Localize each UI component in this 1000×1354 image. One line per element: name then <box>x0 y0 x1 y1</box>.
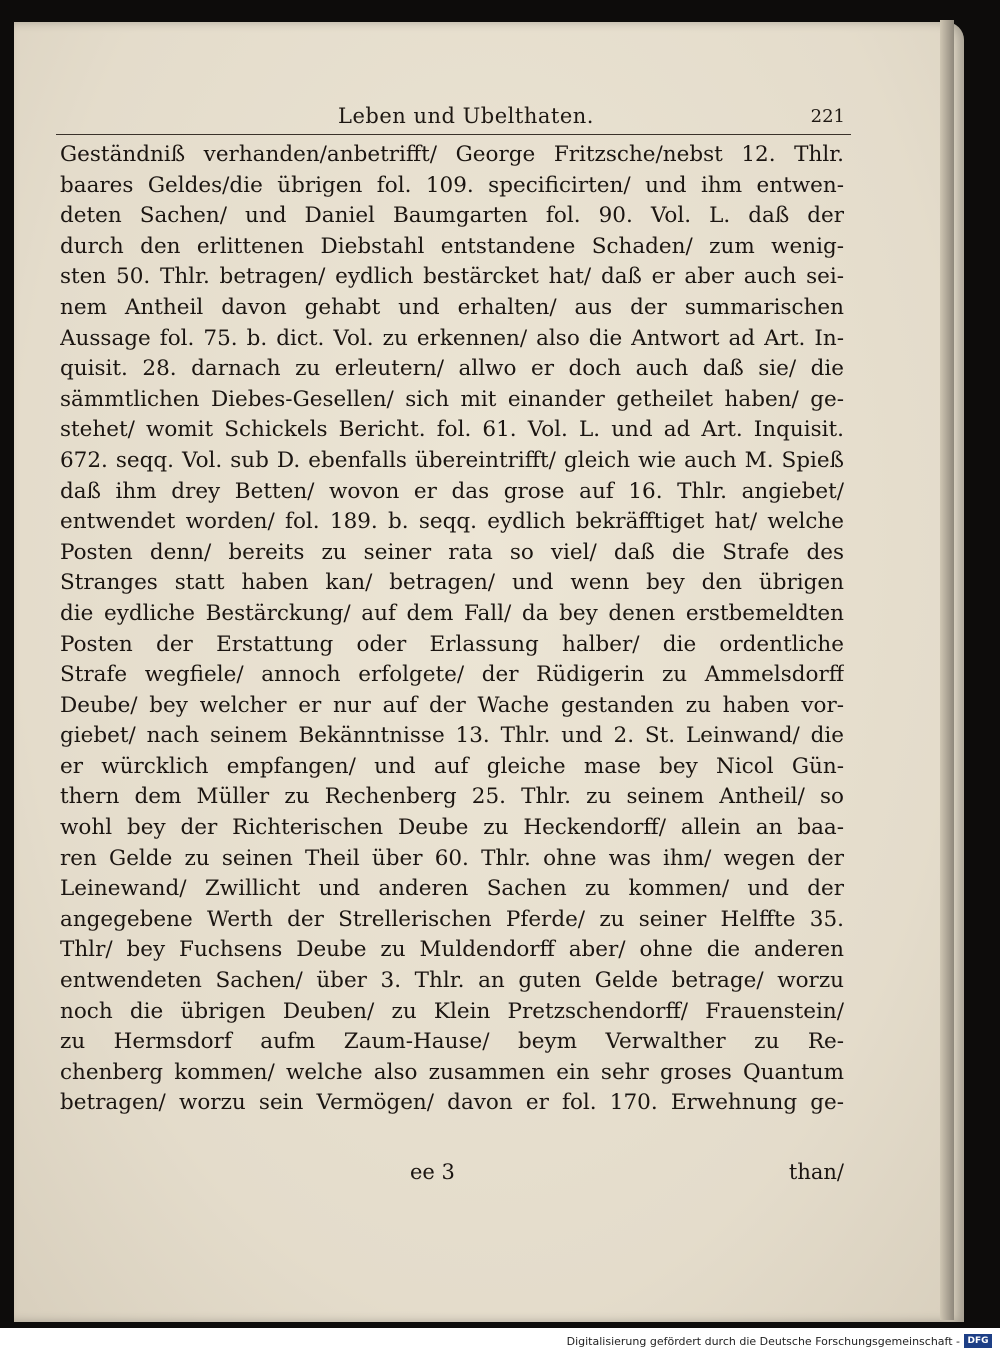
text-line: chenberg kommen/ welche also zusammen ein sehr groses Quantum <box>60 1059 844 1085</box>
page-header <box>56 100 851 135</box>
page-number: 221 <box>810 106 845 127</box>
text-line: nem Antheil davon gehabt und erhalten/ aus der summarischen <box>60 294 844 320</box>
text-line: er würcklich empfangen/ und auf gleiche mase bey Nicol Gün- <box>60 753 844 779</box>
text-line: entwendet worden/ fol. 189. b. seqq. eydlich bekräfftiget hat/ welche <box>60 509 844 535</box>
text-line: angegebene Werth der Strellerischen Pferde/ zu seiner Helffte 35. <box>60 906 844 932</box>
text-line: Aussage fol. 75. b. dict. Vol. zu erkennen/ also die Antwort ad Art. In- <box>60 325 844 351</box>
text-line: zu Hermsdorf aufm Zaum-Hause/ beym Verwalther zu Re- <box>60 1029 844 1055</box>
text-line: Leinewand/ Zwillicht und anderen Sachen zu kommen/ und der <box>60 876 844 902</box>
text-line: thern dem Müller zu Rechenberg 25. Thlr. zu seinem Antheil/ so <box>60 784 844 810</box>
text-line: noch die übrigen Deuben/ zu Klein Pretzschendorff/ Frauenstein/ <box>60 998 844 1024</box>
text-line: ren Gelde zu seinen Theil über 60. Thlr. ohne was ihm/ wegen der <box>60 845 844 871</box>
text-line: Deube/ bey welcher er nur auf der Wache gestanden zu haben vor- <box>60 692 844 718</box>
page-footer <box>60 1160 844 1190</box>
signature-mark: ee 3 <box>410 1160 455 1184</box>
text-line: Posten denn/ bereits zu seiner rata so viel/ daß die Strafe des <box>60 539 844 565</box>
text-line: deten Sachen/ und Daniel Baumgarten fol. 90. Vol. L. daß der <box>60 203 844 229</box>
page-edge <box>940 20 954 1320</box>
running-title: Leben und Ubelthaten. <box>338 104 594 128</box>
text-line: durch den erlittenen Diebstahl entstandene Schaden/ zum wenig- <box>60 233 844 259</box>
text-line: entwendeten Sachen/ über 3. Thlr. an guten Gelde betrage/ worzu <box>60 968 844 994</box>
text-line: sten 50. Thlr. betragen/ eydlich bestärcket hat/ daß er aber auch sei- <box>60 264 844 290</box>
text-line: wohl bey der Richterischen Deube zu Heckendorff/ allein an baa- <box>60 815 844 841</box>
text-line: Thlr/ bey Fuchsens Deube zu Muldendorff aber/ ohne die anderen <box>60 937 844 963</box>
text-line: baares Geldes/die übrigen fol. 109. specificirten/ und ihm entwen- <box>60 172 844 198</box>
text-line: Stranges statt haben kan/ betragen/ und wenn bey den übrigen <box>60 570 844 596</box>
credit-bar <box>0 1328 1000 1354</box>
text-line: giebet/ nach seinem Bekänntnisse 13. Thlr. und 2. St. Leinwand/ die <box>60 723 844 749</box>
text-line: die eydliche Bestärckung/ auf dem Fall/ da bey denen erstbemeldten <box>60 600 844 626</box>
body-text <box>60 140 844 1119</box>
credit-text: Digitalisierung gefördert durch die Deutsche Forschungsgemeinschaft - <box>566 1335 960 1348</box>
text-line: sämmtlichen Diebes-Gesellen/ sich mit einander getheilet haben/ ge- <box>60 386 844 412</box>
text-line: Strafe wegfiele/ annoch erfolgete/ der Rüdigerin zu Ammelsdorff <box>60 662 844 688</box>
text-line: quisit. 28. darnach zu erleutern/ allwo er doch auch daß sie/ die <box>60 356 844 382</box>
text-line: daß ihm drey Betten/ wovon er das grose auf 16. Thlr. angiebet/ <box>60 478 844 504</box>
text-line: stehet/ womit Schickels Bericht. fol. 61. Vol. L. und ad Art. Inquisit. <box>60 417 844 443</box>
text-line: 672. seqq. Vol. sub D. ebenfalls übereintrifft/ gleich wie auch M. Spieß <box>60 447 844 473</box>
text-line: Posten der Erstattung oder Erlassung halber/ die ordentliche <box>60 631 844 657</box>
text-line: betragen/ worzu sein Vermögen/ davon er fol. 170. Erwehnung ge- <box>60 1090 844 1116</box>
catchword: than/ <box>788 1160 844 1184</box>
text-line: Geständniß verhanden/anbetrifft/ George Fritzsche/nebst 12. Thlr. <box>60 142 844 167</box>
dfg-logo-icon: DFG <box>964 1334 992 1348</box>
